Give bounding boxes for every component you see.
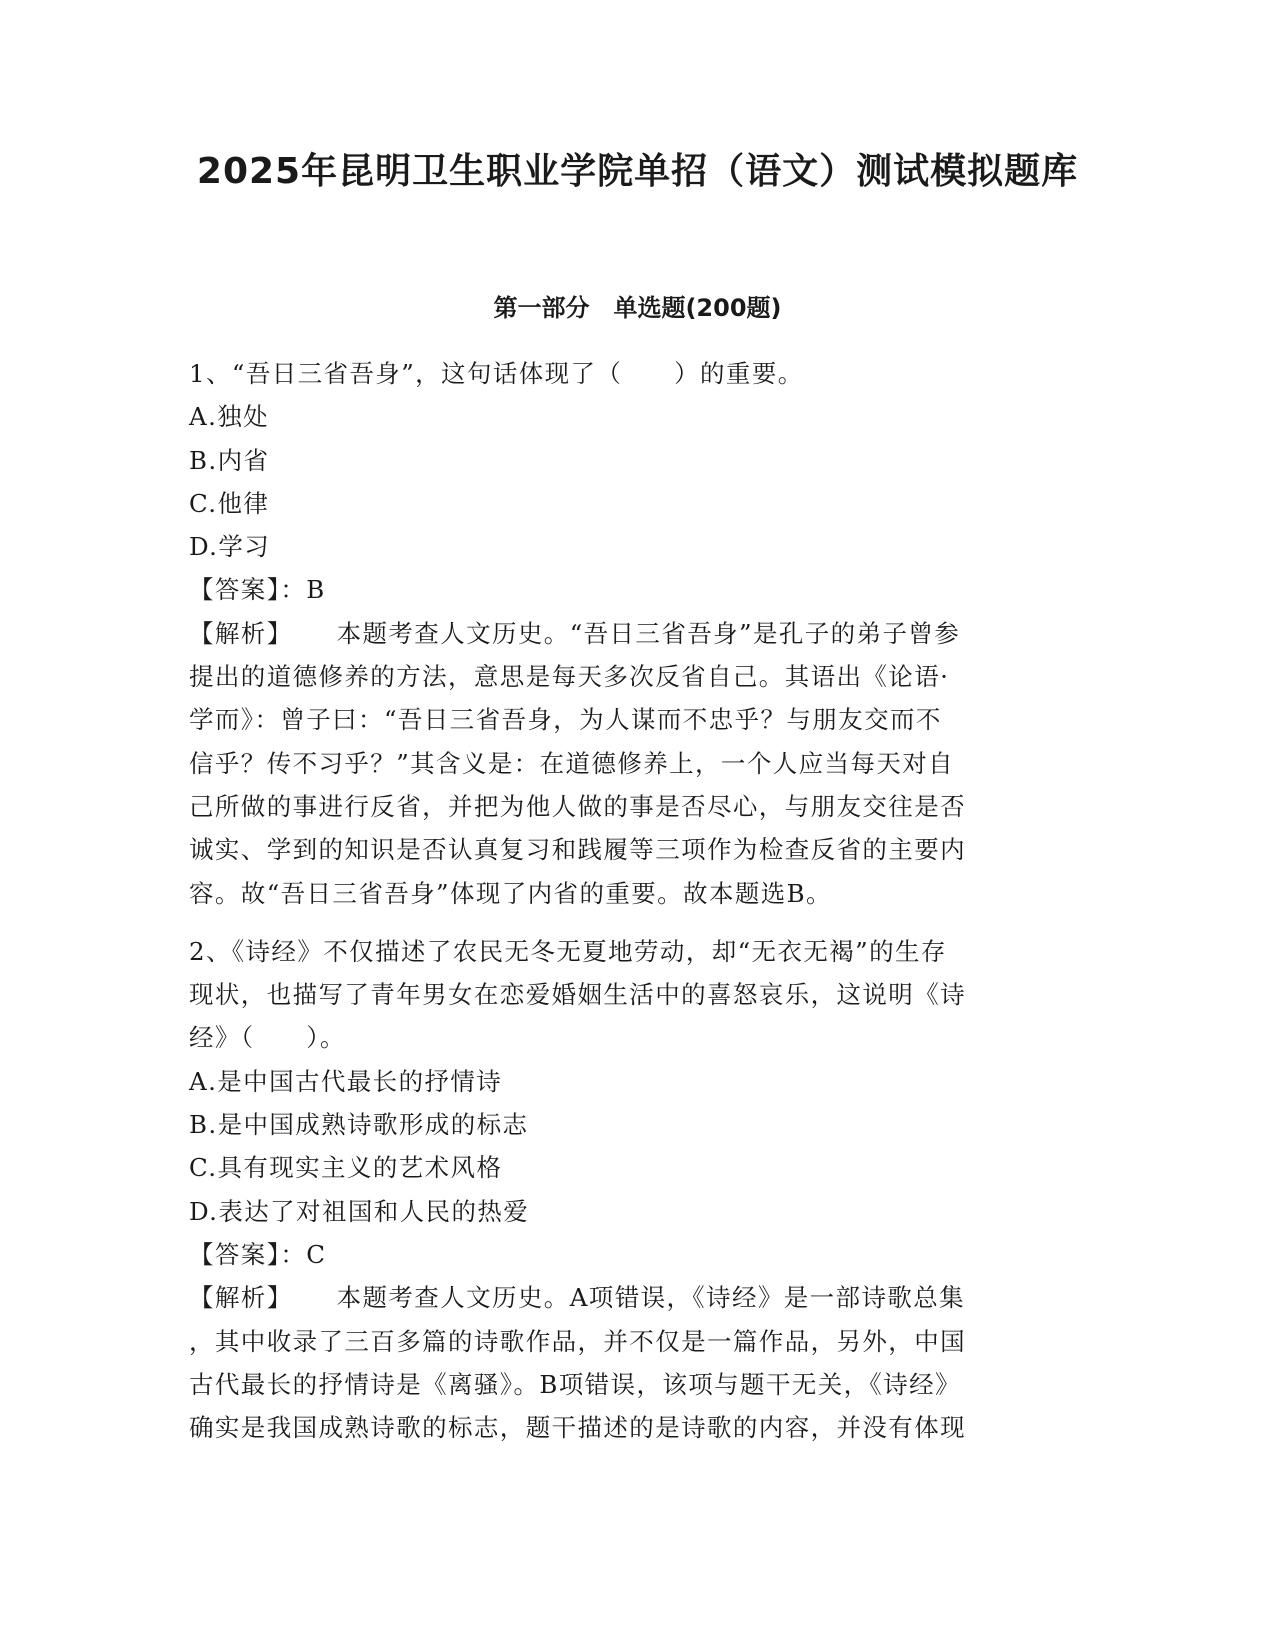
section-title: 第一部分 单选题(200题): [493, 294, 782, 322]
question-list: [189, 352, 1089, 1449]
option-b: B.内省: [189, 445, 270, 475]
answer-line: [189, 1233, 1089, 1276]
analysis-text: 本题考查人文历史。A项错误，《诗经》是一部诗歌总集: [336, 1283, 966, 1313]
analysis-line: [189, 612, 1089, 655]
analysis-label: 【解析】: [189, 618, 293, 648]
analysis-label: 【解析】: [189, 1283, 293, 1313]
analysis-line: 信乎？传不习乎？”其含义是：在道德修养上，一个人应当每天对自: [189, 748, 955, 778]
option-d: D.表达了对祖国和人民的热爱: [189, 1196, 530, 1226]
option-d: D.学习: [189, 532, 271, 562]
option-c: C.具有现实主义的艺术风格: [189, 1153, 503, 1183]
analysis-line: 己所做的事进行反省，并把为他人做的事是否尽心，与朋友交往是否: [189, 791, 966, 821]
analysis-line: [189, 1276, 1089, 1319]
analysis-line: 确实是我国成熟诗歌的标志，题干描述的是诗歌的内容，并没有体现: [189, 1413, 966, 1443]
question-stem-line: 现状，也描写了青年男女在恋爱婚姻生活中的喜怒哀乐，这说明《诗: [189, 980, 966, 1010]
answer-value: ：B: [280, 575, 326, 605]
option-a: A.是中国古代最长的抒情诗: [189, 1066, 503, 1096]
answer-value: ：C: [280, 1239, 327, 1269]
analysis-line: 学而》：曾子曰：“吾日三省吾身，为人谋而不忠乎？与朋友交而不: [189, 705, 942, 735]
question-stem-line: 1、“吾日三省吾身”，这句话体现了（ ）的重要。: [189, 359, 804, 388]
question-stem-line: 2、《诗经》不仅描述了农民无冬无夏地劳动，却“无衣无褐”的生存: [189, 936, 947, 966]
answer-label: 【答案】: [189, 575, 281, 605]
document-title: 2025年昆明卫生职业学院单招（语文）测试模拟题库: [196, 151, 1079, 192]
question-stem-line: 经》（ ）。: [189, 1023, 346, 1053]
option-b: B.是中国成熟诗歌形成的标志: [189, 1110, 529, 1140]
answer-line: [189, 568, 1089, 611]
option-a: A.独处: [189, 402, 270, 432]
option-c: C.他律: [189, 488, 270, 518]
answer-label: 【答案】: [189, 1239, 281, 1269]
question-1: [189, 352, 1089, 915]
analysis-text: 本题考查人文历史。“吾日三省吾身”是孔子的弟子曾参: [336, 618, 961, 648]
analysis-line: ，其中收录了三百多篇的诗歌作品，并不仅是一篇作品，另外，中国: [189, 1326, 966, 1356]
analysis-line: 容。故“吾日三省吾身”体现了内省的重要。故本题选B。: [189, 878, 832, 908]
question-2: [189, 930, 1089, 1450]
analysis-line: 诚实、学到的知识是否认真复习和践履等三项作为检查反省的主要内: [189, 835, 966, 865]
analysis-line: 提出的道德修养的方法，意思是每天多次反省自己。其语出《论语·: [189, 662, 950, 692]
analysis-line: 古代最长的抒情诗是《离骚》。B项错误，该项与题干无关，《诗经》: [189, 1369, 961, 1399]
